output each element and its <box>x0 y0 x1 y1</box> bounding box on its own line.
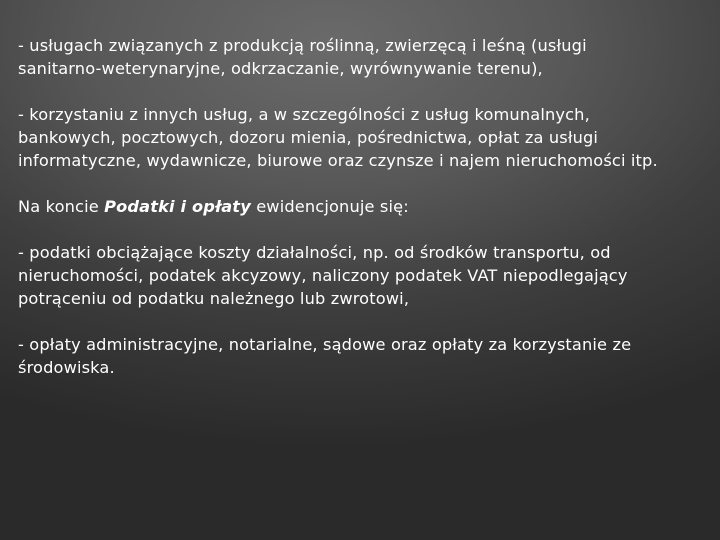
paragraph-gap <box>18 80 708 103</box>
text-line: środowiska. <box>18 358 115 377</box>
intro-suffix: ewidencjonuje się: <box>250 197 409 216</box>
text-line: nieruchomości, podatek akcyzowy, naliczony podatek VAT niepodlegający <box>18 266 628 285</box>
text-line: sanitarno-weterynaryjne, odkrzaczanie, wyrównywanie terenu), <box>18 59 543 78</box>
intro-prefix: Na koncie <box>18 197 105 216</box>
text-line: - podatki obciążające koszty działalności, np. od środków transportu, od <box>18 243 611 262</box>
text-line: - opłaty administracyjne, notarialne, sądowe oraz opłaty za korzystanie ze <box>18 335 632 354</box>
paragraph-gap <box>18 310 708 333</box>
bullet-agricultural-services <box>18 34 708 80</box>
paragraph-gap <box>18 218 708 241</box>
text-line: - usługach związanych z produkcją roślinną, zwierzęcą i leśną (usługi <box>18 36 587 55</box>
paragraph-gap <box>18 172 708 195</box>
account-intro <box>18 195 708 218</box>
text-line: - korzystaniu z innych usług, a w szczególności z usług komunalnych, <box>18 105 590 124</box>
bullet-fees <box>18 333 708 379</box>
account-name: Podatki i opłaty <box>104 197 251 216</box>
text-line: bankowych, pocztowych, dozoru mienia, pośrednictwa, opłat za usługi <box>18 128 599 147</box>
bullet-other-services <box>18 103 708 172</box>
text-line: potrąceniu od podatku należnego lub zwrotowi, <box>18 289 410 308</box>
text-line: informatyczne, wydawnicze, biurowe oraz czynsze i najem nieruchomości itp. <box>18 151 658 170</box>
bullet-taxes <box>18 241 708 310</box>
